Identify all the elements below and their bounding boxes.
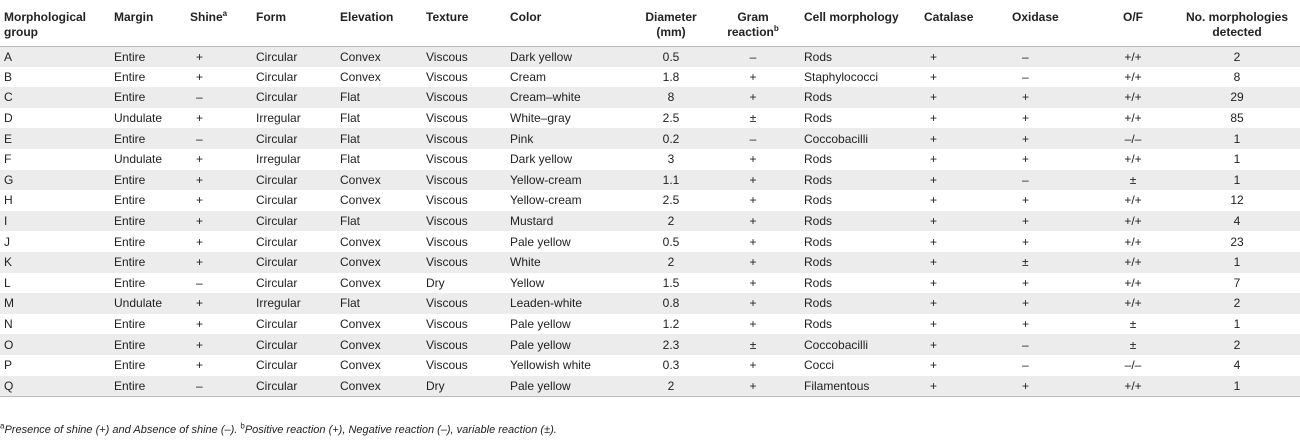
cell-detected: 1 [1233,172,1241,187]
cell-detected: 4 [1233,214,1241,229]
cell-of: +/+ [1124,69,1142,84]
table-row [0,190,1300,211]
cell-cell-morphology: Rods [804,214,833,229]
cell-cell-morphology: Rods [804,172,833,187]
cell-diameter: 2 [667,214,675,229]
cell-shine: + [196,337,204,352]
cell-catalase: + [930,152,938,167]
cell-gram: + [749,296,757,311]
cell-diameter: 1.2 [662,317,680,332]
cell-detected: 1 [1233,378,1241,393]
cell-margin: Undulate [114,296,163,311]
cell-gram: + [749,193,757,208]
cell-elevation: Convex [340,358,381,373]
cell-gram: + [749,255,757,270]
cell-color: White [510,255,541,270]
cell-shine: + [196,317,204,332]
cell-shine: + [196,69,204,84]
cell-color: Yellow [510,275,545,290]
header-cell-morphology: Cell morphology [800,0,920,46]
cell-elevation: Flat [340,111,361,126]
cell-form: Circular [256,358,298,373]
cell-texture: Viscous [426,111,468,126]
cell-group: N [4,317,13,332]
cell-gram: + [749,275,757,290]
cell-catalase: + [930,172,938,187]
cell-form: Circular [256,214,298,229]
table-row [0,231,1300,252]
cell-diameter: 0.8 [662,296,680,311]
table-row [0,273,1300,294]
cell-texture: Viscous [426,49,468,64]
cell-margin: Entire [114,193,146,208]
table-header [0,0,1300,46]
cell-margin: Undulate [114,152,163,167]
cell-form: Circular [256,275,298,290]
cell-gram: + [749,317,757,332]
cell-detected: 2 [1233,49,1241,64]
cell-detected: 1 [1233,255,1241,270]
cell-texture: Viscous [426,337,468,352]
cell-group: K [4,255,13,270]
cell-oxidase: + [1022,90,1030,105]
header-margin: Margin [110,0,186,46]
cell-elevation: Convex [340,275,381,290]
cell-texture: Viscous [426,152,468,167]
cell-texture: Viscous [426,317,468,332]
cell-shine: – [196,90,203,105]
cell-oxidase: – [1022,337,1029,352]
cell-of: +/+ [1124,90,1142,105]
cell-catalase: + [930,193,938,208]
cell-color: White–gray [510,111,571,126]
cell-elevation: Convex [340,49,381,64]
cell-color: Pale yellow [510,234,571,249]
cell-gram: – [749,49,757,64]
cell-detected: 12 [1230,193,1244,208]
cell-elevation: Convex [340,255,381,270]
cell-shine: + [196,172,204,187]
cell-of: +/+ [1124,275,1142,290]
cell-catalase: + [930,111,938,126]
cell-color: Pale yellow [510,337,571,352]
cell-catalase: + [930,275,938,290]
cell-diameter: 1.5 [662,275,680,290]
header-row [0,0,1300,46]
cell-elevation: Flat [340,131,361,146]
cell-group: A [4,49,13,64]
cell-detected: 1 [1233,131,1241,146]
table-footnote [0,421,557,436]
cell-elevation: Convex [340,172,381,187]
cell-catalase: + [930,69,938,84]
cell-form: Irregular [256,296,301,311]
cell-texture: Viscous [426,131,468,146]
cell-elevation: Convex [340,193,381,208]
cell-diameter: 1.8 [662,69,680,84]
cell-oxidase: + [1022,152,1030,167]
cell-catalase: + [930,317,938,332]
cell-form: Circular [256,378,298,393]
cell-margin: Entire [114,49,146,64]
cell-texture: Viscous [426,69,468,84]
table-row [0,87,1300,108]
cell-cell-morphology: Rods [804,317,833,332]
cell-diameter: 2 [667,378,675,393]
cell-gram: + [749,172,757,187]
table-row [0,293,1300,314]
cell-color: Pink [510,131,534,146]
cell-texture: Viscous [426,90,468,105]
cell-cell-morphology: Coccobacilli [804,131,869,146]
cell-elevation: Flat [340,296,361,311]
cell-elevation: Convex [340,234,381,249]
cell-group: C [4,90,13,105]
cell-shine: + [196,49,204,64]
cell-of: +/+ [1124,296,1142,311]
table-row [0,170,1300,191]
cell-texture: Dry [426,378,445,393]
cell-of: –/– [1124,131,1142,146]
table-row [0,67,1300,88]
cell-margin: Entire [114,378,146,393]
cell-of: +/+ [1124,214,1142,229]
cell-detected: 4 [1233,358,1241,373]
cell-elevation: Flat [340,214,361,229]
cell-shine: + [196,214,204,229]
cell-catalase: + [930,234,938,249]
cell-gram: ± [749,111,757,126]
cell-color: Yellow-cream [510,172,582,187]
footnote-a-text: Presence of shine (+) and Absence of shine (–). [4,424,241,436]
cell-diameter: 1.1 [662,172,680,187]
cell-catalase: + [930,214,938,229]
cell-color: Leaden-white [510,296,583,311]
cell-oxidase: – [1022,69,1029,84]
table-body [0,46,1300,396]
cell-detected: 2 [1233,337,1241,352]
cell-group: B [4,69,13,84]
cell-of: +/+ [1124,193,1142,208]
cell-oxidase: + [1022,296,1030,311]
cell-gram: + [749,69,757,84]
footnote-marker-a: a [222,9,228,18]
cell-cell-morphology: Rods [804,275,833,290]
cell-catalase: + [930,296,938,311]
header-diameter: Diameter (mm) [636,0,706,46]
cell-group: O [4,337,14,352]
cell-oxidase: + [1022,275,1030,290]
cell-gram: – [749,131,757,146]
cell-margin: Entire [114,172,146,187]
cell-group: D [4,111,13,126]
header-oxidase: Oxidase [1008,0,1092,46]
cell-shine: + [196,193,204,208]
cell-elevation: Flat [340,152,361,167]
cell-diameter: 8 [667,90,675,105]
header-group: Morphological group [0,0,110,46]
cell-diameter: 2.3 [662,337,680,352]
footnote-b-marker: b [240,421,245,431]
cell-form: Irregular [256,111,301,126]
footnote-a-marker: a [0,421,5,431]
cell-elevation: Convex [340,378,381,393]
cell-gram: ± [749,337,757,352]
cell-margin: Entire [114,358,146,373]
table-row [0,46,1300,67]
cell-oxidase: + [1022,234,1030,249]
cell-group: F [4,152,12,167]
cell-oxidase: + [1022,111,1030,126]
cell-elevation: Convex [340,69,381,84]
cell-form: Circular [256,234,298,249]
cell-margin: Entire [114,131,146,146]
cell-diameter: 3 [667,152,675,167]
cell-diameter: 0.3 [662,358,680,373]
cell-form: Circular [256,90,298,105]
table-row [0,149,1300,170]
cell-group: E [4,131,13,146]
cell-group: M [4,296,14,311]
cell-shine: – [196,275,203,290]
cell-cell-morphology: Rods [804,255,833,270]
cell-gram: + [749,90,757,105]
table-row [0,355,1300,376]
header-detected: No. morphologies detected [1174,0,1300,46]
table-row [0,252,1300,273]
cell-margin: Entire [114,69,146,84]
header-gram [706,0,800,46]
cell-texture: Viscous [426,358,468,373]
cell-cell-morphology: Coccobacilli [804,337,869,352]
cell-diameter: 0.2 [662,131,680,146]
cell-elevation: Convex [340,317,381,332]
cell-catalase: + [930,49,938,64]
cell-diameter: 2 [667,255,675,270]
header-shine [186,0,252,46]
cell-catalase: + [930,255,938,270]
cell-oxidase: + [1022,193,1030,208]
cell-catalase: + [930,90,938,105]
cell-catalase: + [930,131,938,146]
cell-form: Circular [256,255,298,270]
cell-shine: + [196,358,204,373]
footnote-b-text: Positive reaction (+), Negative reaction (–), variable reaction (±). [244,424,557,436]
cell-group: Q [4,378,14,393]
header-catalase: Catalase [920,0,1008,46]
cell-gram: + [749,214,757,229]
cell-catalase: + [930,378,938,393]
cell-cell-morphology: Rods [804,111,833,126]
cell-form: Circular [256,131,298,146]
cell-diameter: 0.5 [662,49,680,64]
cell-shine: + [196,296,204,311]
cell-texture: Viscous [426,193,468,208]
cell-group: L [4,275,11,290]
header-shine-label: Shine [190,10,223,24]
cell-color: Yellowish white [510,358,591,373]
cell-cell-morphology: Filamentous [804,378,870,393]
cell-gram: + [749,234,757,249]
table-row [0,376,1300,397]
cell-of: +/+ [1124,49,1142,64]
cell-form: Circular [256,193,298,208]
cell-detected: 1 [1233,152,1241,167]
cell-of: ± [1129,317,1137,332]
cell-detected: 29 [1230,90,1244,105]
cell-texture: Dry [426,275,445,290]
cell-of: ± [1129,172,1137,187]
header-gram-label: Gram reaction [727,10,774,39]
cell-of: +/+ [1124,111,1142,126]
cell-color: Cream–white [510,90,581,105]
cell-color: Yellow-cream [510,193,582,208]
cell-form: Circular [256,172,298,187]
table-row [0,334,1300,355]
cell-detected: 7 [1233,275,1241,290]
cell-margin: Undulate [114,111,163,126]
cell-cell-morphology: Rods [804,152,833,167]
cell-color: Pale yellow [510,378,571,393]
cell-cell-morphology: Staphylococci [804,69,879,84]
cell-color: Cream [510,69,547,84]
cell-gram: + [749,358,757,373]
cell-oxidase: – [1022,49,1029,64]
cell-oxidase: + [1022,317,1030,332]
cell-texture: Viscous [426,234,468,249]
cell-shine: + [196,234,204,249]
header-elevation: Elevation [336,0,422,46]
cell-margin: Entire [114,214,146,229]
table-row [0,108,1300,129]
table-row [0,314,1300,335]
cell-oxidase: + [1022,131,1030,146]
footnote-marker-b: b [773,24,779,33]
cell-margin: Entire [114,234,146,249]
cell-group: I [4,214,8,229]
cell-detected: 1 [1233,317,1241,332]
cell-of: +/+ [1124,255,1142,270]
cell-of: –/– [1124,358,1142,373]
cell-cell-morphology: Rods [804,90,833,105]
cell-oxidase: ± [1022,255,1029,270]
cell-cell-morphology: Rods [804,193,833,208]
cell-oxidase: + [1022,378,1030,393]
cell-of: +/+ [1124,152,1142,167]
cell-color: Mustard [510,214,554,229]
cell-cell-morphology: Rods [804,296,833,311]
cell-group: H [4,193,13,208]
cell-catalase: + [930,337,938,352]
cell-texture: Viscous [426,296,468,311]
cell-texture: Viscous [426,172,468,187]
cell-form: Circular [256,317,298,332]
cell-detected: 8 [1233,69,1241,84]
cell-color: Pale yellow [510,317,571,332]
cell-of: +/+ [1124,234,1142,249]
cell-elevation: Flat [340,90,361,105]
cell-texture: Viscous [426,255,468,270]
cell-of: +/+ [1124,378,1142,393]
cell-form: Circular [256,69,298,84]
cell-margin: Entire [114,337,146,352]
cell-margin: Entire [114,317,146,332]
cell-margin: Entire [114,275,146,290]
cell-group: P [4,358,13,373]
header-color: Color [506,0,636,46]
cell-cell-morphology: Rods [804,49,833,64]
cell-gram: + [749,152,757,167]
cell-cell-morphology: Rods [804,234,833,249]
table-row [0,211,1300,232]
cell-form: Circular [256,49,298,64]
cell-gram: + [749,378,757,393]
cell-margin: Entire [114,255,146,270]
cell-elevation: Convex [340,337,381,352]
cell-detected: 85 [1230,111,1244,126]
cell-oxidase: + [1022,214,1030,229]
table-row [0,128,1300,149]
header-texture: Texture [422,0,506,46]
cell-catalase: + [930,358,938,373]
cell-shine: + [196,255,204,270]
cell-texture: Viscous [426,214,468,229]
cell-diameter: 2.5 [662,111,680,126]
header-of: O/F [1092,0,1174,46]
cell-margin: Entire [114,90,146,105]
cell-group: J [4,234,10,249]
cell-cell-morphology: Cocci [804,358,835,373]
cell-color: Dark yellow [510,49,573,64]
header-form: Form [252,0,336,46]
cell-color: Dark yellow [510,152,573,167]
cell-detected: 2 [1233,296,1241,311]
cell-diameter: 2.5 [662,193,680,208]
cell-shine: + [196,152,204,167]
cell-shine: – [196,131,203,146]
cell-oxidase: – [1022,358,1029,373]
cell-shine: + [196,111,204,126]
cell-detected: 23 [1230,234,1244,249]
cell-oxidase: – [1022,172,1029,187]
cell-diameter: 0.5 [662,234,680,249]
cell-of: ± [1129,337,1137,352]
cell-shine: – [196,378,203,393]
cell-group: G [4,172,14,187]
cell-form: Irregular [256,152,301,167]
cell-form: Circular [256,337,298,352]
